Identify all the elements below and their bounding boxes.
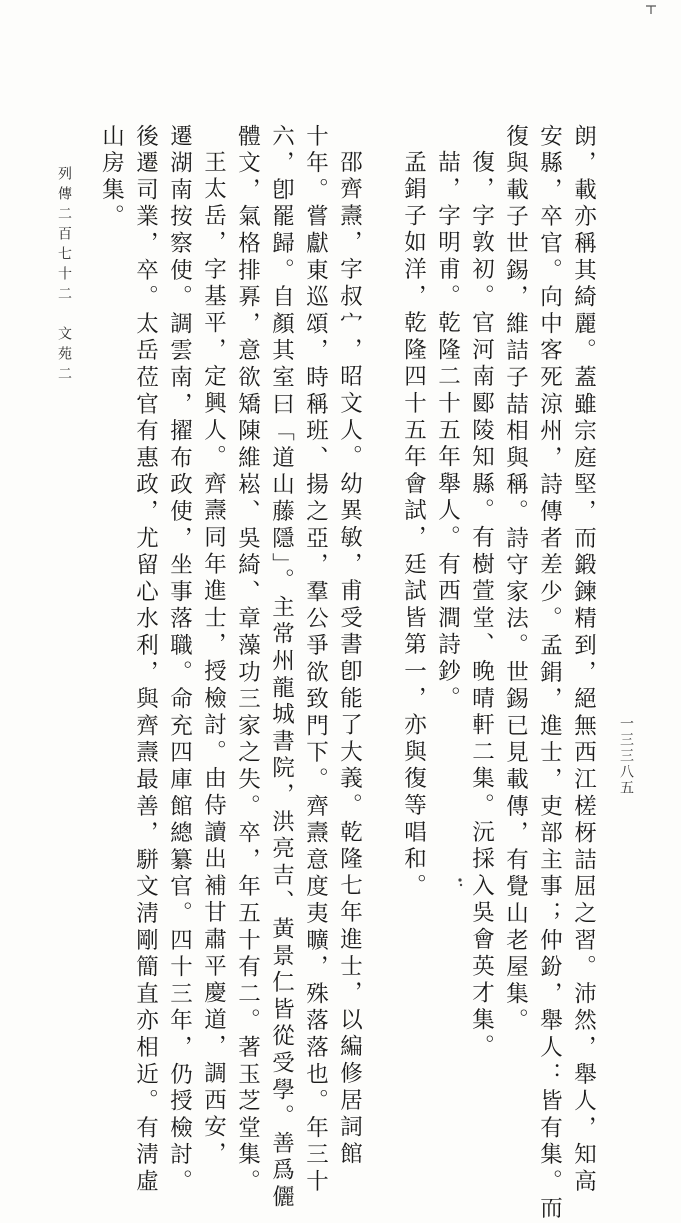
text-column-5: 喆，字明甫。乾隆二十五年舉人。有西澗詩鈔。 xyxy=(434,150,461,713)
text-column-4: 復，字敦初。官河南郾陵知縣。有樹萱堂、晚晴軒二集。沅採入吳會英才集。 xyxy=(468,150,495,1062)
text-column-2: 安縣，卒官。向中客死涼州，詩傳者差少。孟鋗，進士，吏部主事；仲鈖，舉人：皆有集。而 xyxy=(536,124,563,1223)
text-column-14: 山房集。 xyxy=(98,124,125,232)
text-column-1: 朗，載亦稱其綺麗。蓋雖宗庭堅，而鍛鍊精到，絕無西江槎枒詰屈之習。沛然，舉人，知高 xyxy=(570,124,597,1196)
text-column-9: 六，卽罷歸。自顏其室曰「道山藤隱」。主常州龍城書院，洪亮吉、黃景仁皆從受學。善爲儷 xyxy=(268,124,295,1212)
text-column-13: 後遷司業，卒。太岳莅官有惠政，尤留心水利，與齊燾最善，駢文淸剛簡直亦相近。有淸虛 xyxy=(132,124,159,1196)
text-column-7: 邵齊燾，字叔宀，昭文人。幼異敏，甫受書卽能了大義。乾隆七年進士，以編修居詞館 xyxy=(336,150,363,1169)
corner-mark xyxy=(644,2,658,16)
page-number: 一三三八五 xyxy=(618,716,634,796)
text-column-12: 遷湖南按察使。調雲南，擢布政使，坐事落職。命充四庫館總纂官。四十三年，仍授檢討。 xyxy=(166,124,193,1196)
text-column-8: 十年。嘗獻東巡頌，時稱班、揚之亞，羣公爭欲致門下。齊燾意度夷曠，殊落落也。年三十 xyxy=(302,124,329,1196)
text-column-11: 王太岳，字基平，定興人。齊燾同年進士，授檢討。由侍讀出補甘肅平慶道，調西安， xyxy=(200,150,227,1169)
running-header: 列傳二百七十二 文苑二 xyxy=(56,166,72,386)
scan-speck xyxy=(453,876,467,890)
text-column-3: 復與載子世錫，維詰子喆相與稱。詩守家法。世錫已見載傳，有覺山老屋集。 xyxy=(502,124,529,1036)
text-column-6: 孟鋗子如洋，乾隆四十五年會試，廷試皆第一，亦與復等唱和。 xyxy=(400,150,427,901)
text-column-10: 體文，氣格排奡，意欲矯陳維崧、吳綺、章藻功三家之失。卒，年五十有二。著玉芝堂集。 xyxy=(234,124,261,1196)
